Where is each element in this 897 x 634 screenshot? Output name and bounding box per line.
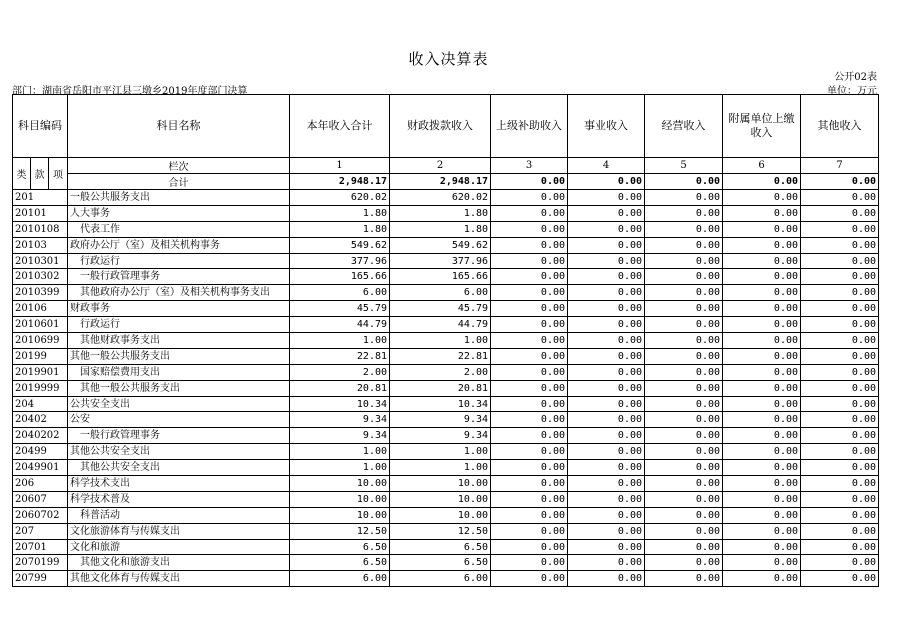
total-row	[13, 174, 879, 190]
row-name: 其他文化体育与传媒支出	[68, 571, 290, 587]
row-value-2: 22.81	[390, 348, 491, 364]
row-value-6: 0.00	[723, 539, 801, 555]
row-code: 20199	[13, 348, 68, 364]
table-row	[13, 460, 879, 476]
row-value-3: 0.00	[491, 476, 568, 492]
row-value-3: 0.00	[491, 491, 568, 507]
header-col-1: 本年收入合计	[290, 95, 390, 158]
unit-label: 单位：万元	[827, 86, 877, 97]
row-value-6: 0.00	[723, 205, 801, 221]
row-value-4: 0.00	[568, 205, 645, 221]
row-value-3: 0.00	[491, 380, 568, 396]
row-value-3: 0.00	[491, 253, 568, 269]
row-value-5: 0.00	[645, 348, 723, 364]
row-value-1: 377.96	[290, 253, 390, 269]
row-value-6: 0.00	[723, 333, 801, 349]
row-value-7: 0.00	[801, 571, 879, 587]
table-row	[13, 555, 879, 571]
header-col-5: 经营收入	[645, 95, 723, 158]
row-value-2: 10.00	[390, 491, 491, 507]
row-value-6: 0.00	[723, 380, 801, 396]
row-value-2: 549.62	[390, 237, 491, 253]
row-value-6: 0.00	[723, 444, 801, 460]
col-number-4: 4	[568, 158, 645, 174]
income-table	[12, 94, 879, 587]
row-value-3: 0.00	[491, 428, 568, 444]
col-number-7: 7	[801, 158, 879, 174]
row-value-7: 0.00	[801, 190, 879, 206]
table-row	[13, 444, 879, 460]
row-code: 201	[13, 190, 68, 206]
row-value-7: 0.00	[801, 491, 879, 507]
row-value-5: 0.00	[645, 571, 723, 587]
table-row	[13, 333, 879, 349]
table-row	[13, 507, 879, 523]
row-value-1: 1.00	[290, 460, 390, 476]
row-value-4: 0.00	[568, 348, 645, 364]
row-value-3: 0.00	[491, 396, 568, 412]
row-value-2: 165.66	[390, 269, 491, 285]
row-value-7: 0.00	[801, 380, 879, 396]
total-value-7: 0.00	[801, 174, 879, 190]
row-code: 2019901	[13, 364, 68, 380]
row-code: 20799	[13, 571, 68, 587]
row-value-3: 0.00	[491, 444, 568, 460]
row-value-3: 0.00	[491, 364, 568, 380]
row-code: 20402	[13, 412, 68, 428]
row-value-2: 10.00	[390, 507, 491, 523]
row-value-2: 1.80	[390, 205, 491, 221]
row-value-7: 0.00	[801, 348, 879, 364]
row-value-4: 0.00	[568, 444, 645, 460]
row-value-2: 1.00	[390, 333, 491, 349]
table-row	[13, 237, 879, 253]
row-name: 政府办公厅（室）及相关机构事务	[68, 237, 290, 253]
row-value-2: 9.34	[390, 428, 491, 444]
row-value-6: 0.00	[723, 460, 801, 476]
row-value-3: 0.00	[491, 555, 568, 571]
row-code: 2049901	[13, 460, 68, 476]
row-value-1: 620.02	[290, 190, 390, 206]
row-value-2: 620.02	[390, 190, 491, 206]
row-value-2: 44.79	[390, 317, 491, 333]
row-value-7: 0.00	[801, 317, 879, 333]
row-name: 一般公共服务支出	[68, 190, 290, 206]
total-value-3: 0.00	[491, 174, 568, 190]
row-value-1: 6.00	[290, 285, 390, 301]
row-name: 文化旅游体育与传媒支出	[68, 523, 290, 539]
row-value-7: 0.00	[801, 221, 879, 237]
row-name: 其他公共安全支出	[68, 444, 290, 460]
row-value-5: 0.00	[645, 380, 723, 396]
row-name: 公共安全支出	[68, 396, 290, 412]
table-row	[13, 190, 879, 206]
row-value-5: 0.00	[645, 221, 723, 237]
row-value-6: 0.00	[723, 221, 801, 237]
row-name: 科学技术普及	[68, 491, 290, 507]
row-value-1: 6.50	[290, 555, 390, 571]
row-value-6: 0.00	[723, 555, 801, 571]
row-value-5: 0.00	[645, 539, 723, 555]
row-value-1: 12.50	[290, 523, 390, 539]
row-name: 代表工作	[68, 221, 290, 237]
row-value-5: 0.00	[645, 412, 723, 428]
table-row	[13, 253, 879, 269]
row-value-4: 0.00	[568, 539, 645, 555]
row-code: 2019999	[13, 380, 68, 396]
row-value-1: 165.66	[290, 269, 390, 285]
header-name: 科目名称	[68, 95, 290, 158]
row-name: 国家赔偿费用支出	[68, 364, 290, 380]
row-value-2: 377.96	[390, 253, 491, 269]
row-name: 行政运行	[68, 317, 290, 333]
row-value-5: 0.00	[645, 555, 723, 571]
header-col-6: 附属单位上缴收入	[723, 95, 801, 158]
row-value-6: 0.00	[723, 301, 801, 317]
header-col-2: 财政拨款收入	[390, 95, 491, 158]
row-value-5: 0.00	[645, 237, 723, 253]
row-value-1: 10.00	[290, 476, 390, 492]
row-name: 一般行政管理事务	[68, 269, 290, 285]
row-value-3: 0.00	[491, 333, 568, 349]
row-value-3: 0.00	[491, 460, 568, 476]
header-col-4: 事业收入	[568, 95, 645, 158]
row-value-2: 6.50	[390, 555, 491, 571]
row-value-4: 0.00	[568, 476, 645, 492]
row-value-2: 6.00	[390, 571, 491, 587]
row-name: 公安	[68, 412, 290, 428]
col-number-6: 6	[723, 158, 801, 174]
row-code: 20499	[13, 444, 68, 460]
row-value-6: 0.00	[723, 269, 801, 285]
row-code: 207	[13, 523, 68, 539]
row-value-5: 0.00	[645, 253, 723, 269]
row-value-6: 0.00	[723, 491, 801, 507]
row-value-1: 10.34	[290, 396, 390, 412]
column-number-row	[13, 158, 879, 174]
row-value-6: 0.00	[723, 237, 801, 253]
row-code: 2070199	[13, 555, 68, 571]
row-name: 财政事务	[68, 301, 290, 317]
row-value-4: 0.00	[568, 190, 645, 206]
total-value-5: 0.00	[645, 174, 723, 190]
row-value-7: 0.00	[801, 555, 879, 571]
row-value-1: 45.79	[290, 301, 390, 317]
row-value-5: 0.00	[645, 460, 723, 476]
row-value-6: 0.00	[723, 412, 801, 428]
col-number-5: 5	[645, 158, 723, 174]
row-value-4: 0.00	[568, 333, 645, 349]
header-lanci: 栏次	[68, 158, 290, 174]
table-row	[13, 221, 879, 237]
total-value-1: 2,948.17	[290, 174, 390, 190]
table-row	[13, 491, 879, 507]
row-value-3: 0.00	[491, 539, 568, 555]
row-value-5: 0.00	[645, 507, 723, 523]
row-value-1: 9.34	[290, 428, 390, 444]
row-code: 206	[13, 476, 68, 492]
row-value-4: 0.00	[568, 269, 645, 285]
row-value-3: 0.00	[491, 205, 568, 221]
row-value-7: 0.00	[801, 428, 879, 444]
row-value-6: 0.00	[723, 507, 801, 523]
row-value-3: 0.00	[491, 237, 568, 253]
row-value-4: 0.00	[568, 491, 645, 507]
header-lei: 类	[13, 158, 31, 190]
row-value-4: 0.00	[568, 237, 645, 253]
header-xiang: 项	[49, 158, 68, 190]
row-value-6: 0.00	[723, 253, 801, 269]
row-value-7: 0.00	[801, 253, 879, 269]
row-value-5: 0.00	[645, 317, 723, 333]
row-value-4: 0.00	[568, 412, 645, 428]
row-value-4: 0.00	[568, 364, 645, 380]
row-value-2: 10.34	[390, 396, 491, 412]
row-value-1: 10.00	[290, 491, 390, 507]
row-code: 20103	[13, 237, 68, 253]
row-value-7: 0.00	[801, 269, 879, 285]
row-value-1: 2.00	[290, 364, 390, 380]
row-name: 一般行政管理事务	[68, 428, 290, 444]
row-code: 2010302	[13, 269, 68, 285]
row-value-7: 0.00	[801, 412, 879, 428]
row-name: 文化和旅游	[68, 539, 290, 555]
row-value-5: 0.00	[645, 333, 723, 349]
col-number-1: 1	[290, 158, 390, 174]
row-value-6: 0.00	[723, 476, 801, 492]
total-value-4: 0.00	[568, 174, 645, 190]
total-label: 合计	[68, 174, 290, 190]
row-name: 其他一般公共服务支出	[68, 348, 290, 364]
table-row	[13, 539, 879, 555]
row-value-3: 0.00	[491, 301, 568, 317]
row-name: 其他公共安全支出	[68, 460, 290, 476]
row-code: 2010699	[13, 333, 68, 349]
row-value-1: 1.80	[290, 221, 390, 237]
row-value-6: 0.00	[723, 571, 801, 587]
row-name: 行政运行	[68, 253, 290, 269]
row-code: 20701	[13, 539, 68, 555]
department-label: 部门：湖南省岳阳市平江县三墩乡2019年度部门决算	[12, 86, 248, 97]
row-value-3: 0.00	[491, 285, 568, 301]
header-code: 科目编码	[13, 95, 68, 158]
table-row	[13, 364, 879, 380]
row-value-4: 0.00	[568, 317, 645, 333]
row-value-2: 6.50	[390, 539, 491, 555]
row-value-2: 10.00	[390, 476, 491, 492]
row-value-1: 9.34	[290, 412, 390, 428]
row-value-5: 0.00	[645, 396, 723, 412]
row-value-1: 10.00	[290, 507, 390, 523]
row-value-5: 0.00	[645, 269, 723, 285]
table-row	[13, 205, 879, 221]
row-value-1: 44.79	[290, 317, 390, 333]
row-value-2: 1.00	[390, 460, 491, 476]
header-col-3: 上级补助收入	[491, 95, 568, 158]
row-name: 科普活动	[68, 507, 290, 523]
row-value-7: 0.00	[801, 285, 879, 301]
row-value-6: 0.00	[723, 285, 801, 301]
row-value-4: 0.00	[568, 301, 645, 317]
row-value-5: 0.00	[645, 364, 723, 380]
row-value-7: 0.00	[801, 476, 879, 492]
row-value-3: 0.00	[491, 190, 568, 206]
form-number: 公开02表	[834, 72, 877, 83]
row-value-4: 0.00	[568, 396, 645, 412]
row-value-2: 20.81	[390, 380, 491, 396]
table-row	[13, 301, 879, 317]
row-name: 科学技术支出	[68, 476, 290, 492]
header-kuan: 款	[31, 158, 49, 190]
row-value-1: 20.81	[290, 380, 390, 396]
row-value-3: 0.00	[491, 523, 568, 539]
row-value-4: 0.00	[568, 428, 645, 444]
row-name: 其他文化和旅游支出	[68, 555, 290, 571]
row-value-1: 549.62	[290, 237, 390, 253]
row-value-5: 0.00	[645, 190, 723, 206]
row-value-6: 0.00	[723, 523, 801, 539]
row-value-1: 6.00	[290, 571, 390, 587]
table-row	[13, 317, 879, 333]
table-row	[13, 523, 879, 539]
table-row	[13, 380, 879, 396]
row-value-7: 0.00	[801, 396, 879, 412]
row-value-4: 0.00	[568, 253, 645, 269]
table-row	[13, 269, 879, 285]
row-value-6: 0.00	[723, 396, 801, 412]
row-value-2: 1.00	[390, 444, 491, 460]
row-code: 2010399	[13, 285, 68, 301]
row-value-1: 1.80	[290, 205, 390, 221]
row-value-1: 1.00	[290, 333, 390, 349]
row-value-4: 0.00	[568, 507, 645, 523]
row-value-2: 12.50	[390, 523, 491, 539]
col-number-2: 2	[390, 158, 491, 174]
row-value-3: 0.00	[491, 571, 568, 587]
row-value-3: 0.00	[491, 221, 568, 237]
row-value-7: 0.00	[801, 237, 879, 253]
header-col-7: 其他收入	[801, 95, 879, 158]
row-value-7: 0.00	[801, 523, 879, 539]
row-name: 其他财政事务支出	[68, 333, 290, 349]
row-value-7: 0.00	[801, 205, 879, 221]
row-value-4: 0.00	[568, 380, 645, 396]
row-value-2: 1.80	[390, 221, 491, 237]
row-value-6: 0.00	[723, 364, 801, 380]
row-value-3: 0.00	[491, 412, 568, 428]
row-value-4: 0.00	[568, 221, 645, 237]
table-row	[13, 285, 879, 301]
row-code: 204	[13, 396, 68, 412]
row-value-3: 0.00	[491, 348, 568, 364]
report-title: 收入决算表	[408, 50, 489, 68]
row-value-5: 0.00	[645, 476, 723, 492]
row-value-5: 0.00	[645, 301, 723, 317]
row-value-5: 0.00	[645, 205, 723, 221]
row-value-3: 0.00	[491, 269, 568, 285]
table-row	[13, 412, 879, 428]
row-value-1: 22.81	[290, 348, 390, 364]
row-value-4: 0.00	[568, 555, 645, 571]
row-value-7: 0.00	[801, 507, 879, 523]
row-name: 其他政府办公厅（室）及相关机构事务支出	[68, 285, 290, 301]
row-value-4: 0.00	[568, 460, 645, 476]
row-value-5: 0.00	[645, 444, 723, 460]
row-code: 2040202	[13, 428, 68, 444]
row-value-5: 0.00	[645, 428, 723, 444]
header-row	[13, 95, 879, 158]
row-value-6: 0.00	[723, 190, 801, 206]
row-value-7: 0.00	[801, 301, 879, 317]
row-value-5: 0.00	[645, 285, 723, 301]
row-name: 人大事务	[68, 205, 290, 221]
table-row	[13, 428, 879, 444]
row-value-6: 0.00	[723, 428, 801, 444]
row-value-4: 0.00	[568, 523, 645, 539]
total-value-2: 2,948.17	[390, 174, 491, 190]
row-value-4: 0.00	[568, 285, 645, 301]
col-number-3: 3	[491, 158, 568, 174]
row-value-2: 9.34	[390, 412, 491, 428]
row-value-1: 6.50	[290, 539, 390, 555]
row-value-5: 0.00	[645, 491, 723, 507]
row-value-6: 0.00	[723, 317, 801, 333]
row-value-7: 0.00	[801, 364, 879, 380]
row-code: 20101	[13, 205, 68, 221]
row-code: 20106	[13, 301, 68, 317]
table-row	[13, 348, 879, 364]
total-value-6: 0.00	[723, 174, 801, 190]
row-value-7: 0.00	[801, 460, 879, 476]
row-value-3: 0.00	[491, 317, 568, 333]
row-code: 2060702	[13, 507, 68, 523]
row-code: 2010601	[13, 317, 68, 333]
row-value-4: 0.00	[568, 571, 645, 587]
row-value-7: 0.00	[801, 444, 879, 460]
table-row	[13, 396, 879, 412]
row-value-3: 0.00	[491, 507, 568, 523]
row-value-2: 2.00	[390, 364, 491, 380]
row-value-5: 0.00	[645, 523, 723, 539]
table-row	[13, 476, 879, 492]
row-code: 20607	[13, 491, 68, 507]
row-value-2: 6.00	[390, 285, 491, 301]
row-name: 其他一般公共服务支出	[68, 380, 290, 396]
table-row	[13, 571, 879, 587]
row-value-1: 1.00	[290, 444, 390, 460]
row-value-6: 0.00	[723, 348, 801, 364]
row-value-7: 0.00	[801, 333, 879, 349]
row-code: 2010108	[13, 221, 68, 237]
row-value-2: 45.79	[390, 301, 491, 317]
row-code: 2010301	[13, 253, 68, 269]
row-value-7: 0.00	[801, 539, 879, 555]
